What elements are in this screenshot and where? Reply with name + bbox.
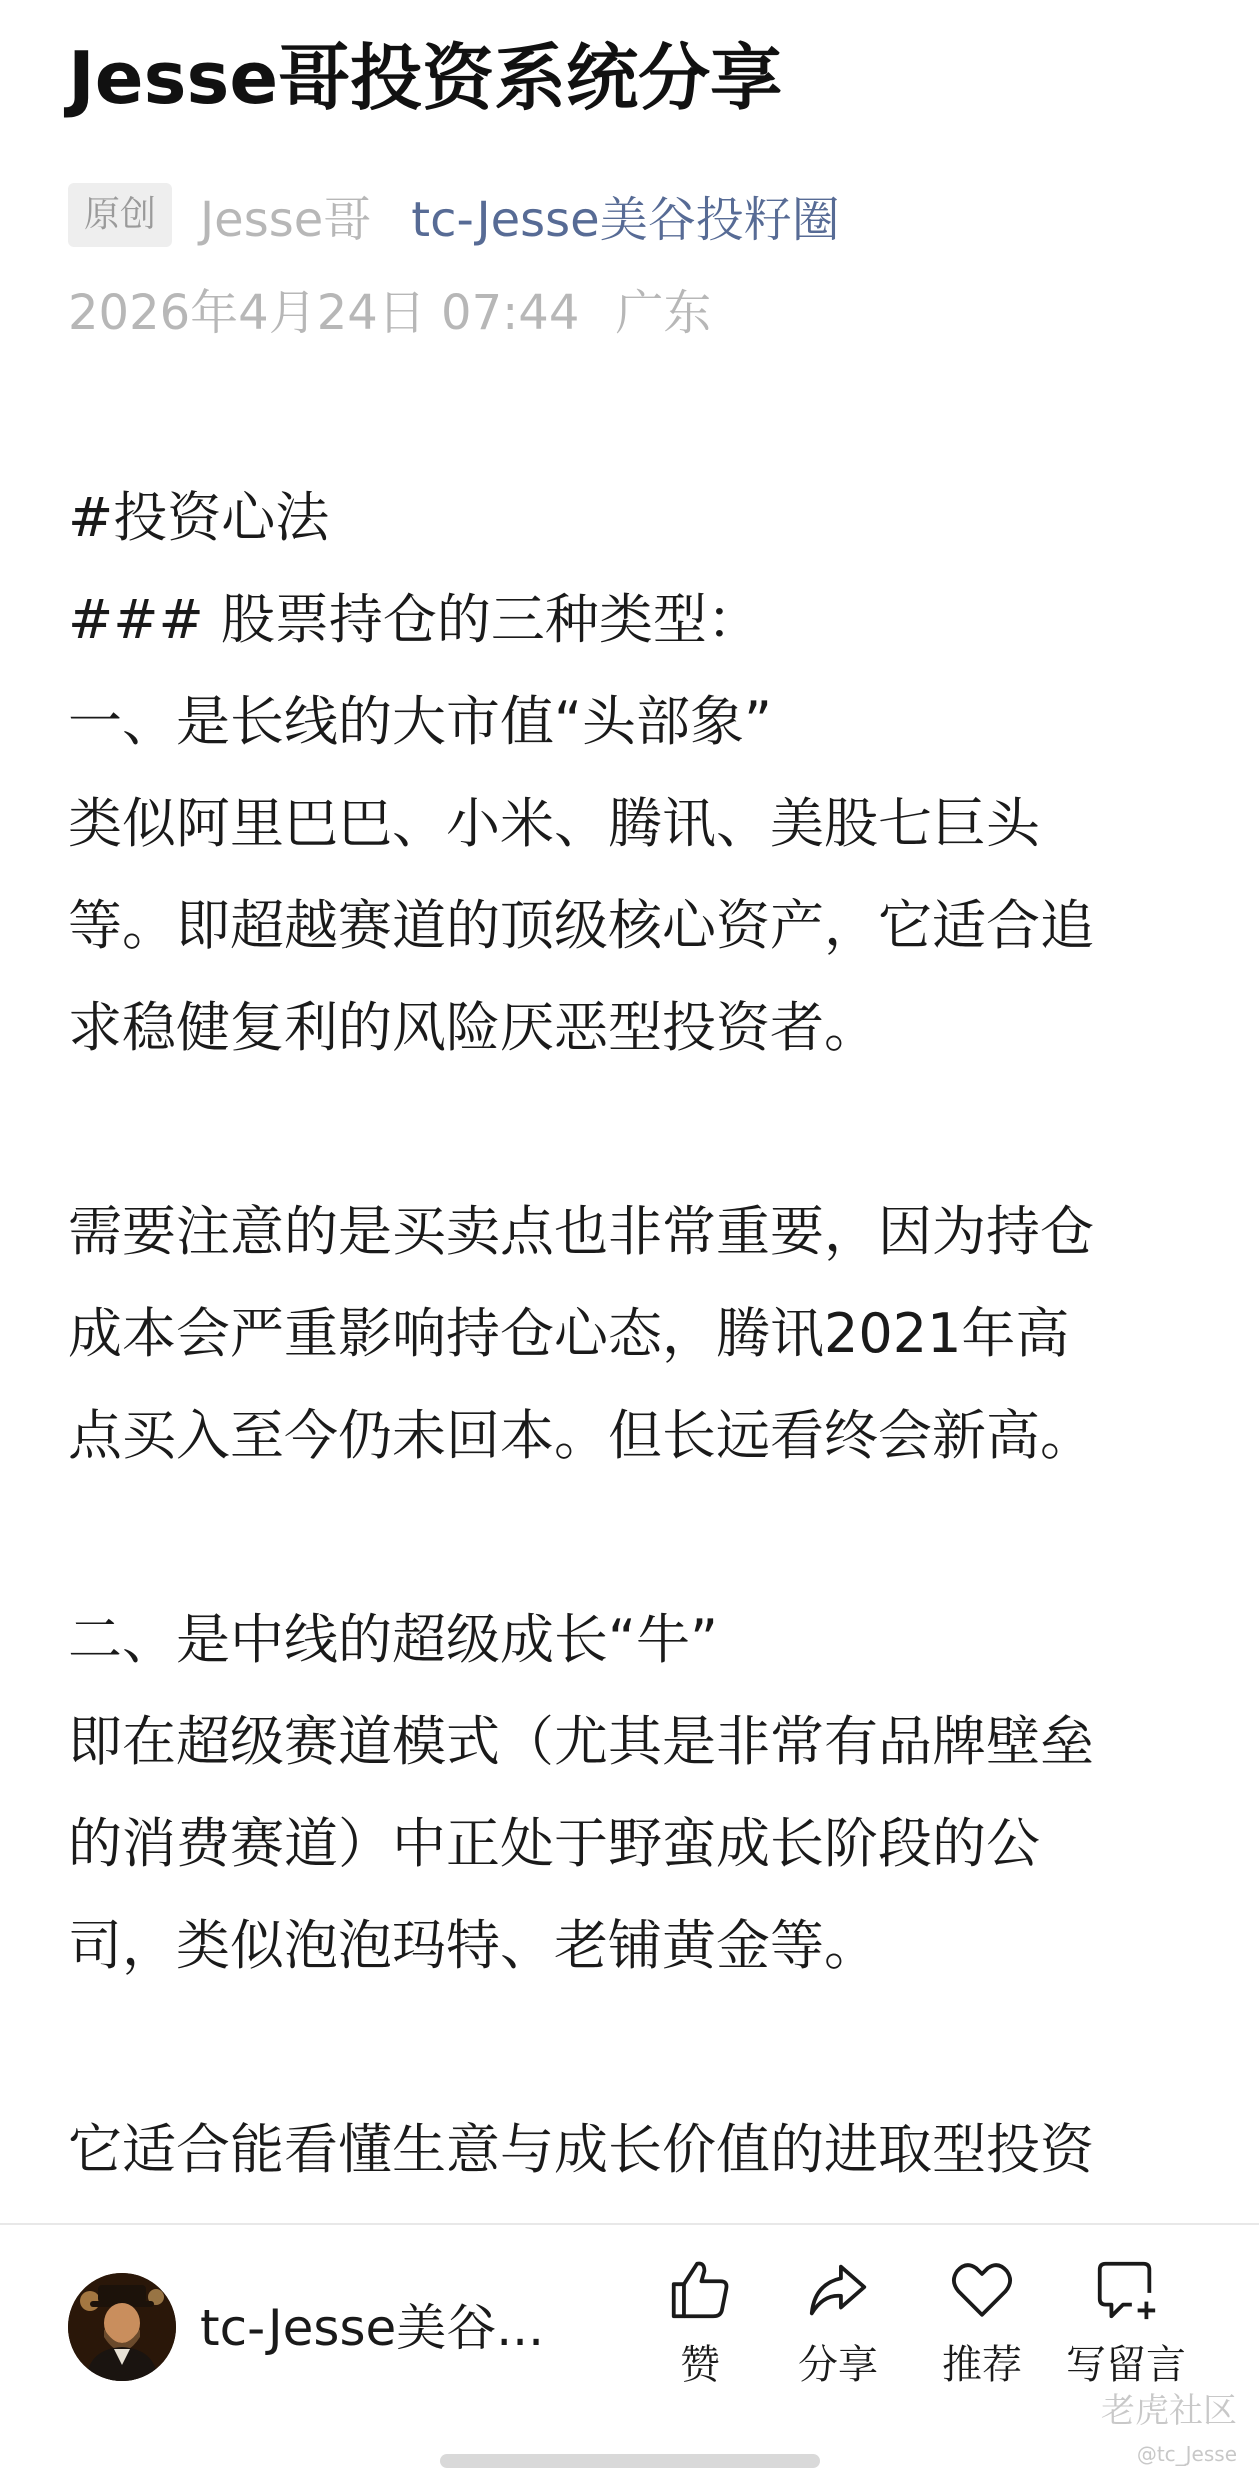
- like-label: 赞: [680, 2342, 720, 2388]
- paragraph-gap: [68, 1997, 1198, 2099]
- watermark-handle: @tc_Jesse: [1136, 2442, 1237, 2466]
- like-button[interactable]: [630, 2255, 770, 2395]
- recommend-button[interactable]: [912, 2255, 1052, 2395]
- article-line: 即在超级赛道模式（尤其是非常有品牌壁垒: [68, 1710, 1094, 1773]
- article-line: 求稳健复利的风险厌恶型投资者。: [68, 996, 878, 1059]
- article-line: 成本会严重影响持仓心态，腾讯2021年高: [68, 1302, 1070, 1365]
- article-meta: [68, 180, 840, 250]
- comment-label: 写留言: [1066, 2342, 1186, 2388]
- paragraph-gap: [68, 1079, 1198, 1181]
- share-arrow-icon: [803, 2255, 873, 2325]
- original-badge: 原创: [68, 183, 172, 247]
- article-line: 需要注意的是买卖点也非常重要，因为持仓: [68, 1200, 1094, 1263]
- article-title: Jesse哥投资系统分享: [68, 36, 783, 120]
- article-line: 的消费赛道）中正处于野蛮成长阶段的公: [68, 1812, 1040, 1875]
- article-line: 一、是长线的大市值“头部象”: [68, 690, 772, 753]
- toolbar-account-name[interactable]: tc-Jesse美谷...: [200, 2299, 544, 2357]
- account-avatar[interactable]: [68, 2273, 176, 2381]
- article-line: 类似阿里巴巴、小米、腾讯、美股七巨头: [68, 792, 1040, 855]
- share-button[interactable]: [768, 2255, 908, 2395]
- share-label: 分享: [798, 2342, 878, 2388]
- bottom-toolbar: [0, 2223, 1259, 2481]
- article-line: 它适合能看懂生意与成长价值的进取型投资: [68, 2118, 1094, 2181]
- article-line: 点买入至今仍未回本。但长远看终会新高。: [68, 1404, 1094, 1467]
- comment-button[interactable]: [1056, 2255, 1196, 2395]
- article-line: #投资心法: [68, 486, 330, 549]
- publish-date: 2026年4月24日 07:44: [68, 285, 580, 341]
- article-line: 司，类似泡泡玛特、老铺黄金等。: [68, 1914, 878, 1977]
- home-indicator[interactable]: [440, 2454, 820, 2468]
- publish-info: [68, 275, 711, 351]
- account-link[interactable]: tc-Jesse美谷投籽圈: [411, 191, 840, 248]
- publish-location: 广东: [615, 285, 712, 341]
- recommend-label: 推荐: [942, 2342, 1022, 2388]
- avatar-portrait: [68, 2273, 176, 2381]
- article-line: 二、是中线的超级成长“牛”: [68, 1608, 718, 1671]
- thumbs-up-icon: [665, 2255, 735, 2325]
- heart-icon: [947, 2255, 1017, 2325]
- author-name[interactable]: Jesse哥: [200, 191, 372, 248]
- comment-plus-icon: [1091, 2255, 1161, 2325]
- watermark: [1101, 2391, 1237, 2469]
- article-body: [68, 467, 1198, 2201]
- article-line: 等。即超越赛道的顶级核心资产，它适合追: [68, 894, 1094, 957]
- article-line: ### 股票持仓的三种类型：: [68, 588, 761, 651]
- watermark-brand: 老虎社区: [1101, 2391, 1237, 2431]
- paragraph-gap: [68, 1487, 1198, 1589]
